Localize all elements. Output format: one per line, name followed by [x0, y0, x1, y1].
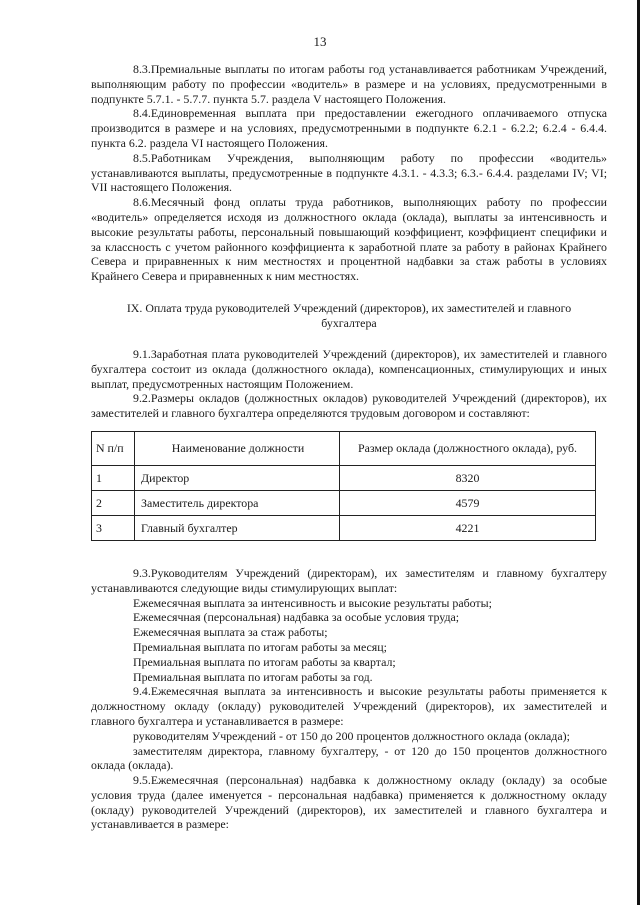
- paragraph-9-1: 9.1.Заработная плата руководителей Учреждений (директоров), их заместителей и главного бухгалтера состоит из оклада (должностного оклада), компенсационных, стимулирующих и иных выплат, предусмотренных настоящим Положением.: [91, 346, 607, 391]
- table-header-position: Наименование должности: [135, 431, 340, 465]
- table-row: [92, 490, 596, 515]
- paragraph-9-3: 9.3.Руководителям Учреждений (директорам), их заместителям и главному бухгалтеру устанавливаются следующие виды стимулирующих выплат:: [91, 565, 607, 595]
- salary-table: [91, 431, 596, 541]
- paragraph-9-2: 9.2.Размеры окладов (должностных окладов) руководителей Учреждений (директоров), их заместителей и главного бухгалтера определяются трудовым договором и составляют:: [91, 391, 607, 421]
- paragraph-8-3: 8.3.Премиальные выплаты по итогам работы год устанавливается работникам Учреждений, выполняющим работу по профессии «водитель» в размере и на условиях, предусмотренными в подпункте 5.7.1. - 5.7.7. пункта 5.7. раздела V настоящего Положения.: [91, 62, 607, 106]
- table-cell-salary: 8320: [340, 465, 596, 490]
- paragraph-9-5: 9.5.Ежемесячная (персональная) надбавка к должностному окладу (окладу) за особые условия труда (далее именуется - персональная надбавка) применяется к должностному окладу (окладу) руководителей Учреждений (директоров), их заместителей и главного бухгалтера и устанавливается в размере:: [91, 773, 607, 832]
- list-item: Премиальная выплата по итогам работы за месяц;: [133, 639, 387, 654]
- table-cell-number: 3: [92, 515, 135, 540]
- paragraph-8-6: 8.6.Месячный фонд оплаты труда работников, выполняющих работу по профессии «водитель» определяется исходя из должностного оклада (оклада), выплаты за интенсивность и высокие результаты работы, персональный повышающий коэффициент, коэффициент специфики и за классность с учетом районного коэффициента к заработной плате за работу в районах Крайнего Севера и приравненных к ним местностях и процентной надбавки за стаж работы в условиях Крайнего Севера и приравненных к ним местностях.: [91, 195, 607, 284]
- list-item: Премиальная выплата по итогам работы за год.: [133, 669, 373, 684]
- table-header-number: N п/п: [92, 431, 135, 465]
- table-cell-number: 2: [92, 490, 135, 515]
- list-item: Ежемесячная выплата за стаж работы;: [133, 625, 328, 640]
- table-cell-salary: 4579: [340, 490, 596, 515]
- list-item: Ежемесячная выплата за интенсивность и высокие результаты работы;: [133, 595, 492, 610]
- paragraph-9-4: 9.4.Ежемесячная выплата за интенсивность и высокие результаты работы применяется к должностному окладу (окладу) руководителей Учреждений (директоров), их заместителей и главного бухгалтера и устанавливается в размере:: [91, 684, 607, 728]
- table-header-row: [92, 431, 596, 465]
- table-row: [92, 465, 596, 490]
- table-cell-salary: 4221: [340, 515, 596, 540]
- table-cell-number: 1: [92, 465, 135, 490]
- paragraph-9-4-item: руководителям Учреждений - от 150 до 200 процентов должностного оклада (оклада);: [133, 728, 570, 743]
- table-cell-position: Главный бухгалтер: [135, 515, 340, 540]
- list-item: Премиальная выплата по итогам работы за квартал;: [133, 654, 396, 669]
- section-heading: IX. Оплата труда руководителей Учреждений (директоров), их заместителей и главного бухгалтера: [126, 300, 572, 330]
- page-content: [91, 62, 607, 832]
- table-header-salary: Размер оклада (должностного оклада), руб.: [340, 431, 596, 465]
- paragraph-8-4: 8.4.Единовременная выплата при предоставлении ежегодного оплачиваемого отпуска производится в размере и на условиях, предусмотренными в подпункте 6.2.1 - 6.2.2; 6.2.4 - 6.4.4. пункта 6.2. раздела VI настоящего Положения.: [91, 106, 607, 150]
- paragraph-9-4-item: заместителям директора, главному бухгалтеру, - от 120 до 150 процентов должностного оклада (оклада).: [91, 743, 607, 773]
- table-cell-position: Директор: [135, 465, 340, 490]
- paragraph-8-5: 8.5.Работникам Учреждения, выполняющим работу по профессии «водитель» устанавливаются выплаты, предусмотренные в подпункте 4.3.1. - 4.3.3; 6.3.- 6.4.4. разделами IV; VI; VII настоящего Положения.: [91, 150, 607, 195]
- page-number: 13: [313, 34, 327, 49]
- list-item: Ежемесячная (персональная) надбавка за особые условия труда;: [133, 610, 460, 625]
- table-row: [92, 515, 596, 540]
- table-cell-position: Заместитель директора: [135, 490, 340, 515]
